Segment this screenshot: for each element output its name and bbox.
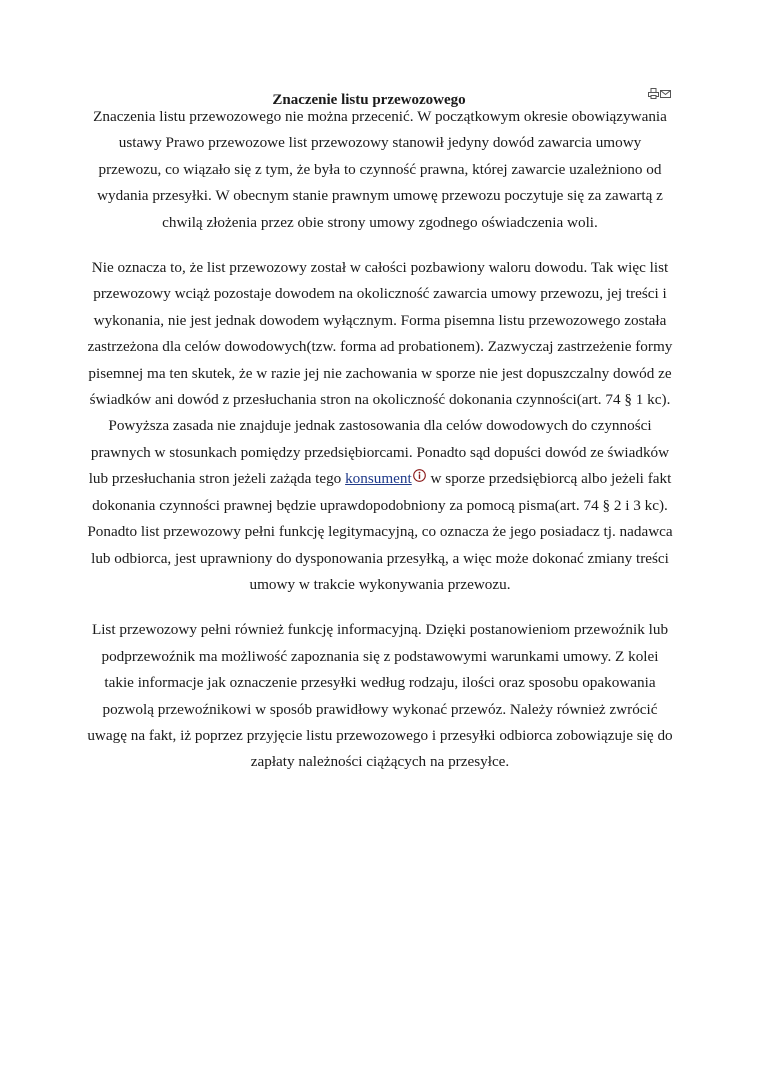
email-icon[interactable]: [660, 88, 671, 99]
document-body: [86, 104, 674, 795]
info-icon[interactable]: [413, 469, 426, 482]
paragraph-2-text-before: Nie oznacza to, że list przewozowy został w całości pozbawiony waloru dowodu. Tak więc list przewozowy wciąż pozostaje dowodem na okoliczność zawarcia umowy przewozu, jej treści i wykonania, nie jest jednak dowodem wyłącznym. Forma pisemna listu przewozowego została zastrzeżona dla celów dowodowych(tzw. forma ad probationem). Zazwyczaj zastrzeżenie formy pisemnej ma ten skutek, że w razie jej nie zachowania w sporze nie jest dopuszczalny dowód ze świadków ani dowód z przesłuchania stron na okoliczność dokonania czynności(art. 74 § 1 kc). Powyższa zasada nie znajduje jednak zastosowania dla celów dowodowych do czynności prawnych w stosunkach pomiędzy przedsiębiorcami. Ponadto sąd dopuści dowód ze świadków lub przesłuchania stron jeżeli zażąda tego: [87, 259, 673, 488]
paragraph-2-text-after: w sporze przedsiębiorcą albo jeżeli fakt dokonania czynności prawnej będzie uprawdopodobniony za pomocą pisma(art. 74 § 2 i 3 kc). Ponadto list przewozowy pełni funkcję legitymacyjną, co oznacza że jego posiadacz tj. nadawca lub odbiorca, jest uprawniony do dysponowania przesyłką, a więc może dokonać zmiany treści umowy w trakcie wykonywania przewozu.: [87, 470, 673, 593]
page-title: Znaczenie listu przewozowego: [272, 92, 466, 108]
konsument-link[interactable]: konsument: [345, 470, 412, 488]
paragraph-2: [86, 255, 674, 598]
paragraph-3: List przewozowy pełni również funkcję informacyjną. Dzięki postanowieniom przewoźnik lub podprzewoźnik ma możliwość zapoznania się z podstawowymi warunkami umowy. Z kolei takie informacje jak oznaczenie przesyłki według rodzaju, ilości oraz sposobu opakowania pozwolą przewoźnikowi w sposób prawidłowy wykonać przewóz. Należy również zwrócić uwagę na fakt, iż poprzez przyjęcie listu przewozowego i przesyłki odbiorca zobowiązuje się do zapłaty należności ciążących na przesyłce.: [87, 621, 673, 771]
page-actions: [648, 88, 671, 99]
print-icon[interactable]: [648, 88, 659, 99]
paragraph-1: Znaczenia listu przewozowego nie można przecenić. W początkowym okresie obowiązywania ustawy Prawo przewozowe list przewozowy stanowił jedyny dowód zawarcia umowy przewozu, co wiązało się z tym, że była to czynność prawna, której zawarcie uzależniono od wydania przesyłki. W obecnym stanie prawnym umowę przewozu poczytuje się za zawartą z chwilą złożenia przez obie strony umowy zgodnego oświadczenia woli.: [93, 108, 667, 231]
